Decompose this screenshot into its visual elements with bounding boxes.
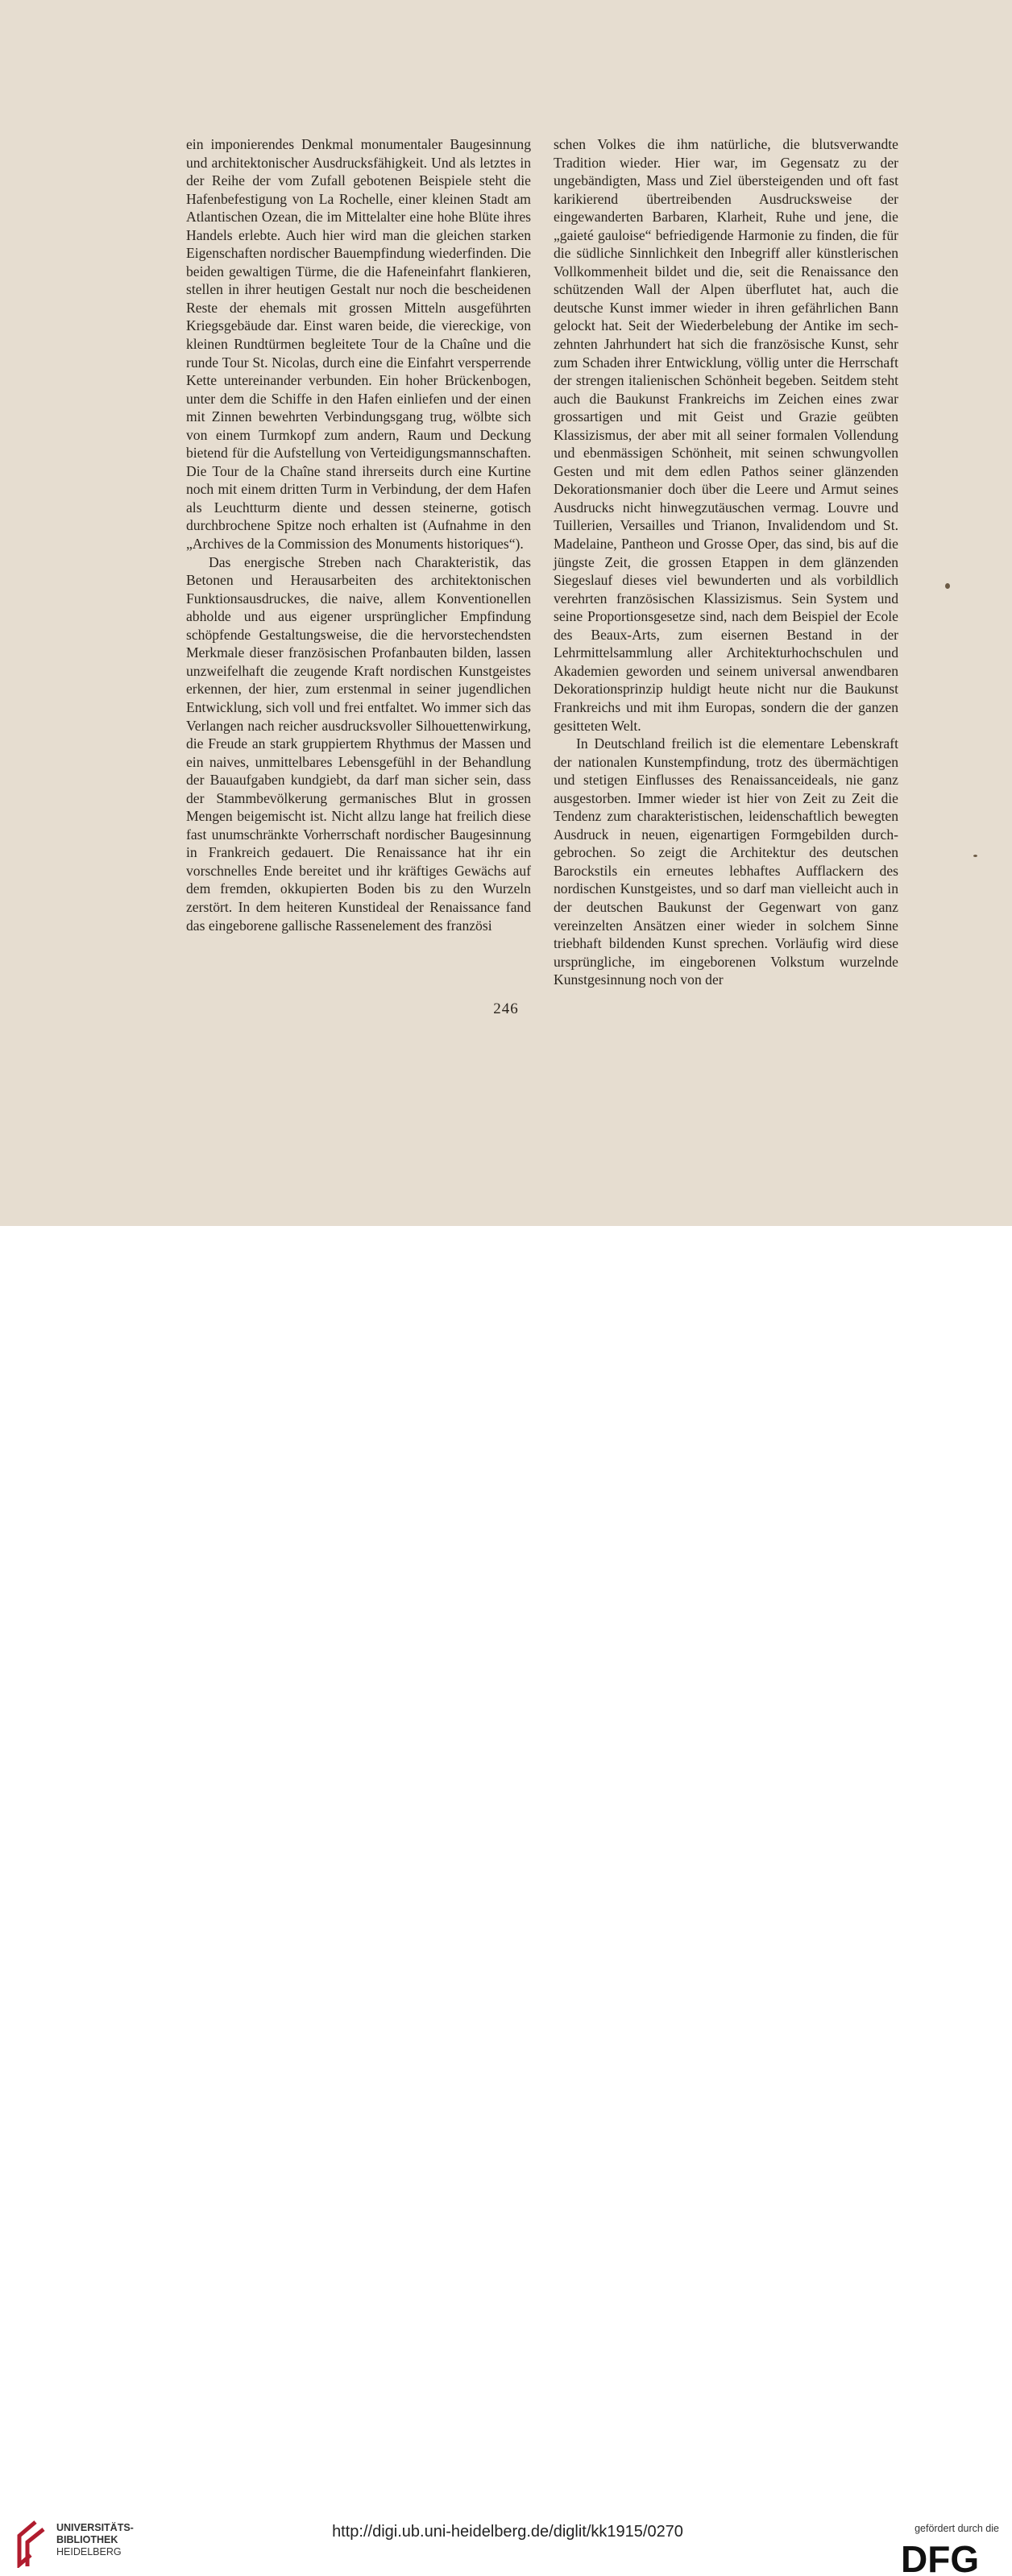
university-library-logo-icon [11,2520,50,2568]
institution-line-3: HEIDELBERG [56,2546,122,2557]
footer-bar [0,1226,1012,2576]
paper-speck [945,583,950,589]
paper-speck [973,855,977,857]
page-number: 246 [493,1000,519,1017]
institution-line-2: BIBLIOTHEK [56,2534,118,2545]
funded-by-label: gefördert durch die [915,2523,999,2534]
right-paragraph-2: In Deutschland freilich ist die elementare Lebenskraft der nationalen Kunstempfindung, trotz des übermächtigen und stetigen Einflusses des Renaissanceideals, nie ganz ausgestorben. Immer wieder ist hier von Zeit zu Zeit die Tendenz zum charakteristischen, leidenschaftlich bewegten Ausdruck in neuen, eigenartigen Formgebilden durchgebrochen. So zeigt die Architektur des deutschen Barockstils ein erneutes lebhaftes Aufflackern des nordischen Kunstgeistes, und so darf man vielleicht auch in der deutschen Baukunst der Gegenwart von ganz vereinzelten Ansätzen einer wieder in solchem Sinne triebhaft bildenden Kunst sprechen. Vorläufig wird diese ursprüngliche, im eingeborenen Volkstum wurzelnde Kunstgesinnung noch von der [554,735,898,988]
institution-line-1: UNIVERSITÄTS- [56,2522,134,2533]
left-paragraph-1: ein imponierendes Denkmal monumentaler Baugesinnung und architektonischer Ausdrucksfähigkeit. Und als letztes in der Reihe der vom Zufall gebotenen Beispiele steht die Hafenbefestigung von La Rochelle, einer kleinen Stadt am Atlantischen Ozean, die im Mittelalter eine hohe Blüte ihres Handels erlebte. Auch hier wird man die gleichen starken Eigenschaften nordischer Bauempfindung wiederfinden. Die beiden gewaltigen Türme, die die Hafeneinfahrt flankieren, stellen in ihrer heutigen Gestalt nur noch die bescheidenen Reste der ehemals mit grossen Mitteln ausgeführten Kriegsgebäude dar. Einst waren beide, die viereckige, von kleinen Rundtürmen begleitete Tour de la Chaîne und die runde Tour St. Nicolas, durch eine die Einfahrt versperrende Kette untereinander verbunden. Ein hoher Brückenbogen, unter dem die Schiffe in den Hafen einliefen und der einen mit Zinnen bewehrten Verbindungsgang trug, wölbte sich von einem Turmkopf zum andern, Raum und Deckung bietend für die Aufstellung von Verteidigungsmannschaften. Die Tour de la Chaîne stand ihrerseits durch eine Kurtine noch mit einem dritten Turm in Verbindung, der dem Hafen als Leuchtturm diente und dessen steinerne, gotisch durchbrochene Spitze noch erhalten ist (Aufnahme in den „Archives de la Commission des Monuments historiques“). [186,136,531,553]
university-library-name [56,2522,134,2558]
right-paragraph-1: schen Volkes die ihm natürliche, die blutsverwandte Tradition wieder. Hier war, im Gegensatz zu der ungebändigten, Mass und Ziel übersteigenden und oft fast karikierend übertreibenden Ausdrucksweise der eingewanderten Barbaren, Klarheit, Ruhe und jene, die „gaieté gauloise“ befriedigende Harmonie zu finden, die für die südliche Sinnlichkeit den Inbegriff aller künstlerischen Vollkommenheit bildet und die, seit die Renaissance den schützenden Wall der Alpen überflutet hat, auch die deutsche Kunst immer wieder in ihren gefährlichen Bann gelockt hat. Seit der Wiederbelebung der Antike im sechzehnten Jahrhundert hat sich die französische Kunst, sehr zum Schaden ihrer Entwicklung, völlig unter die Herrschaft der strengen italienischen Schönheit begeben. Seitdem steht auch die Baukunst Frankreichs im Zeichen eines zwar grossartigen und mit Geist und Grazie geübten Klassizismus, der aber mit all seiner formalen Vollendung und ebenmässigen Schönheit, mit seinen schwungvollen Gesten und mit dem edlen Pathos seiner glänzenden Dekorationsmanier doch über die Leere und Armut seines Ausdrucks nicht hinwegzutäuschen vermag. Louvre und Tuillerien, Versailles und Trianon, Invalidendom und St. Madelaine, Pantheon und Grosse Oper, das sind, bis auf die jüngste Zeit, die grossen Etappen in dem glänzenden Siegeslauf dieses viel bewunderten und als vorbildlich verehrten französischen Klassizismus. Sein System und seine Proportionsgesetze sind, nach dem Beispiel der Ecole des Beaux-Arts, zum eisernen Bestand in der Lehrmittelsammlung aller Architekturhochschulen und Akademien geworden und seinem universal anwendbaren Dekorationsprinzip huldigt heute nicht nur die Baukunst Frankreichs und mit ihm Europas, sondern die der ganzen gesitteten Welt. [554,136,898,734]
dfg-logo-icon [901,2542,997,2576]
digital-library-link[interactable]: http://digi.ub.uni-heidelberg.de/diglit/kk1915/0270 [332,2523,683,2541]
scanned-page [0,0,1012,1226]
left-column [186,135,531,934]
dfg-logo-text: DFG [901,2542,980,2576]
right-column [554,135,898,989]
left-paragraph-2: Das energische Streben nach Charakteristik, das Betonen und Herausarbeiten des architektonischen Funktionsausdruckes, die naive, allem Konventionellen abholde und aus eigener ursprünglicher Empfindung schöpfende Gestaltungsweise, die die hervorstechendsten Merkmale dieser französischen Profanbauten bilden, lassen unzweifelhaft die zeugende Kraft nordischen Kunstgeistes erkennen, der hier, zum erstenmal in seiner jugendlichen Entwicklung, sich voll und frei entfaltet. Wo immer sich das Verlangen nach reicher ausdrucksvoller Silhouettenwirkung, die Freude an stark gruppiertem Rhythmus der Massen und ein naives, unmittelbares Lebensgefühl in der Behandlung der Bauaufgaben kundgiebt, da darf man sicher sein, dass der Stammbevölkerung germanisches Blut in grossen Mengen beigemischt ist. Nicht allzu lange hat freilich diese fast unumschränkte Vorherrschaft nordischer Baugesinnung in Frankreich gedauert. Die Renaissance hat ihr ein vorschnelles Ende bereitet und ihr kräftiges Gewächs auf dem fremden, okkupierten Boden bis zu den Wurzeln zerstört. In dem heiteren Kunstideal der Renaissance fand das eingeborene gallische Rassenelement des französi [186,553,531,934]
